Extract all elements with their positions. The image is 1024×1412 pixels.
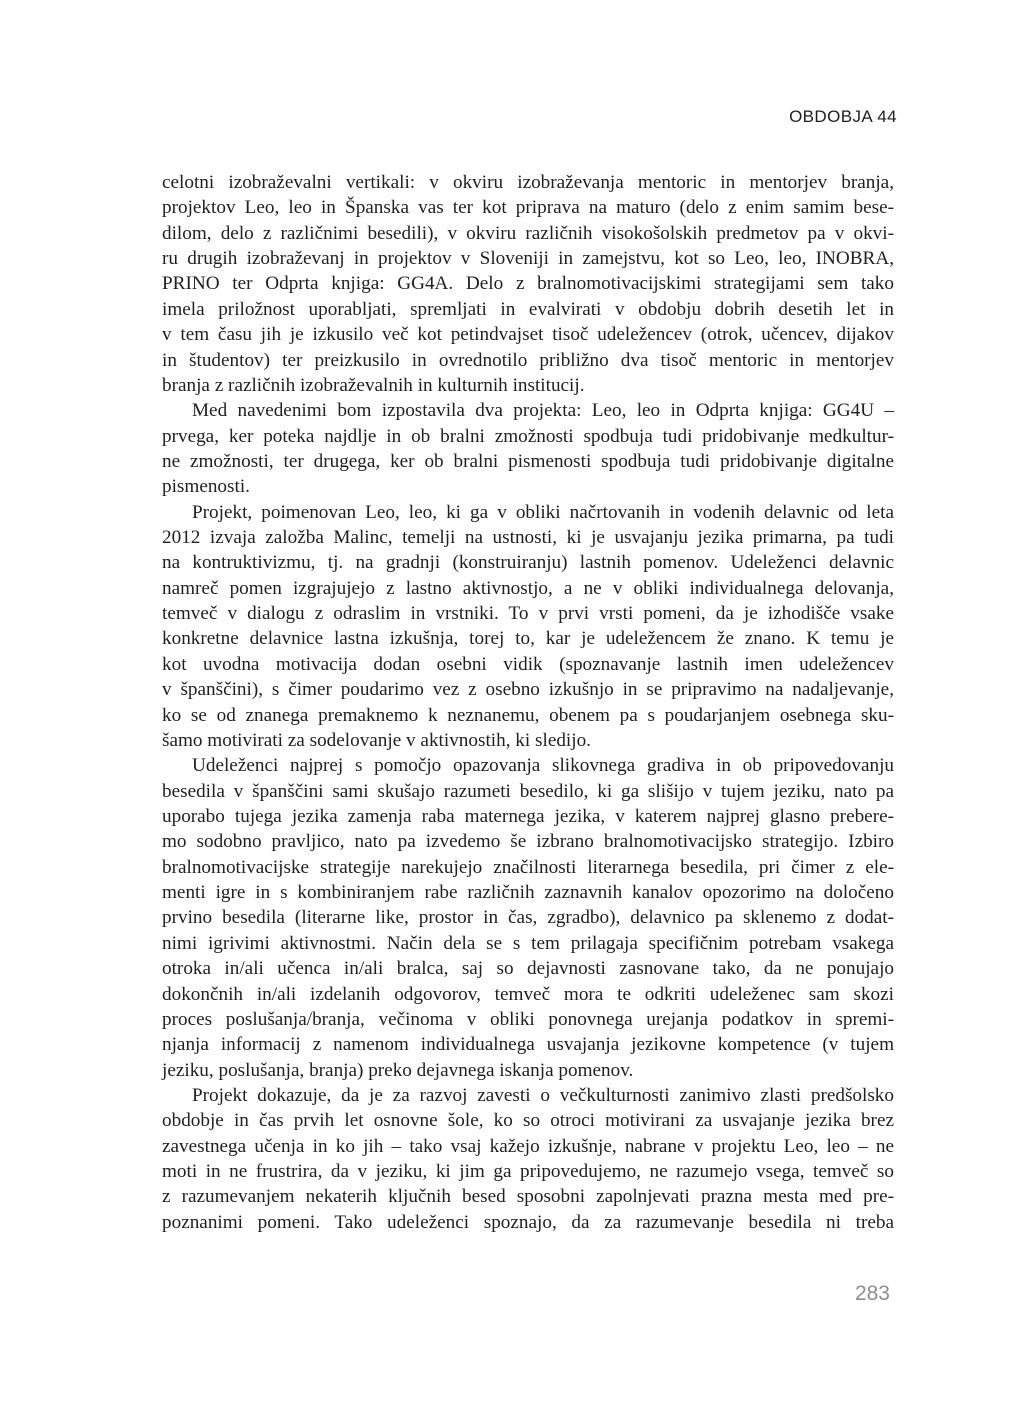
text-line: ru drugih izobraževanj in projektov v Sloveniji in zamejstvu, kot so Leo, leo, INOBRA, [162, 248, 894, 270]
text-line: otroka in/ali učenca in/ali bralca, saj so dejavnosti zasnovane tako, da ne ponujajo [162, 958, 894, 980]
text-line: prvega, ker poteka najdlje in ob bralni zmožnosti spodbuja tudi pridobivanje medkultur- [162, 425, 894, 447]
text-line: mo sodobno pravljico, nato pa izvedemo še izbrano bralnomotivacijsko strategijo. Izbiro [162, 831, 894, 853]
text-line: z razumevanjem nekaterih ključnih besed sposobni zapolnjevati prazna mesta med pre- [162, 1186, 894, 1208]
text-line: na kontruktivizmu, tj. na gradnji (konstruiranju) lastnih pomenov. Udeleženci delavnic [162, 552, 894, 574]
text-line: in študentov) ter preizkusilo in ovrednotilo približno dva tisoč mentoric in mentorjev [162, 349, 894, 371]
text-line: nimi igrivimi aktivnostmi. Način dela se s tem prilagaja specifičnim potrebam vsakega [162, 932, 894, 954]
text-line: namreč pomen izgrajujejo z lastno aktivnostjo, a ne v obliki individualnega delovanja, [162, 577, 894, 599]
text-line: jeziku, poslušanja, branja) preko dejavnega iskanja pomenov. [162, 1059, 634, 1081]
text-line: njanja informacij z namenom individualnega usvajanja jezikovne kompetence (v tujem [162, 1034, 894, 1056]
text-line: projektov Leo, leo in Španska vas ter kot priprava na maturo (delo z enim samim bese- [162, 197, 894, 219]
paragraph [162, 398, 894, 499]
text-line: ne zmožnosti, ter drugega, ker ob bralni pismenosti spodbuja tudi pridobivanje digitalne [162, 450, 894, 472]
paragraph [162, 170, 894, 398]
text-line: dilom, delo z različnimi besedili), v okviru različnih visokošolskih predmetov pa v okvi- [162, 222, 894, 244]
text-line: celotni izobraževalni vertikali: v okviru izobraževanja mentoric in mentorjev branja, [162, 172, 894, 193]
text-line: Udeleženci najprej s pomočjo opazovanja slikovnega gradiva in ob pripovedovanju [192, 755, 894, 777]
text-line: obdobje in čas prvih let osnovne šole, ko so otroci motivirani za usvajanje jezika brez [162, 1110, 894, 1132]
text-line: PRINO ter Odprta knjiga: GG4A. Delo z bralnomotivacijskimi strategijami sem tako [162, 273, 894, 295]
text-line: prvino besedila (literarne like, prostor in čas, zgradbo), delavnico pa sklenemo z dodat- [162, 907, 894, 929]
text-line: ko se od znanega premaknemo k neznanemu, obenem pa s poudarjanjem osebnega sku- [162, 704, 894, 726]
text-line: kot uvodna motivacija dodan osebni vidik (spoznavanje lastnih imen udeležencev [162, 653, 894, 675]
text-line: imela priložnost uporabljati, spremljati in evalvirati v obdobju dobrih desetih let in [162, 298, 894, 320]
text-line: Projekt, poimenovan Leo, leo, ki ga v obliki načrtovanih in vodenih delavnic od leta [192, 501, 894, 523]
text-line: temveč v dialogu z odraslim in vrstniki. To v prvi vrsti pomeni, da je izhodišče vsake [162, 603, 894, 625]
text-line: besedila v španščini sami skušajo razumeti besedilo, ki ga slišijo v tujem jeziku, nato pa [162, 780, 894, 802]
text-line: pismenosti. [162, 476, 250, 498]
paragraph [162, 500, 894, 754]
text-line: branja z različnih izobraževalnih in kulturnih institucij. [162, 374, 585, 396]
text-line: proces poslušanja/branja, večinoma v obliki ponovnega urejanja podatkov in spremi- [162, 1008, 894, 1030]
text-line: bralnomotivacijske strategije narekujejo značilnosti literarnega besedila, pri čimer z ele- [162, 856, 894, 878]
text-line: zavestnega učenja in ko jih – tako vsaj kažejo izkušnje, nabrane v projektu Leo, leo – ne [162, 1135, 894, 1157]
running-head: OBDOBJA 44 [789, 107, 897, 126]
text-line: Projekt dokazuje, da je za razvoj zavesti o večkulturnosti zanimivo zlasti predšolsko [192, 1084, 894, 1106]
text-line: moti in ne frustrira, da v jeziku, ki jim ga pripovedujemo, ne razumejo vsega, temveč so [162, 1161, 894, 1183]
text-line: dokončnih in/ali izdelanih odgovorov, temveč mora te odkriti udeleženec sam skozi [162, 983, 894, 1005]
text-line: šamo motivirati za sodelovanje v aktivnostih, ki sledijo. [162, 729, 591, 751]
text-line: uporabo tujega jezika zamenja raba maternega jezika, v katerem najprej glasno prebere- [162, 805, 894, 827]
text-line: 2012 izvaja založba Malinc, temelji na ustnosti, ki je usvajanju jezika primarna, pa tudi [162, 527, 894, 549]
text-line: konkretne delavnice lastna izkušnja, torej to, kar je udeležencem že znano. K temu je [162, 628, 894, 650]
text-line: Med navedenimi bom izpostavila dva projekta: Leo, leo in Odprta knjiga: GG4U – [192, 400, 894, 422]
text-line: v tem času jih je izkusilo več kot petindvajset tisoč udeležencev (otrok, učencev, dijakov [162, 324, 894, 346]
body-text [162, 170, 894, 1235]
paragraph [162, 753, 894, 1083]
text-line: v španščini), s čimer poudarimo vez z osebno izkušnjo in se pripravimo na nadaljevanje, [162, 679, 894, 701]
text-line: poznanimi pomeni. Tako udeleženci spoznajo, da za razumevanje besedila ni treba [162, 1211, 894, 1233]
paragraph [162, 1083, 894, 1235]
page-number: 283 [854, 1282, 890, 1305]
text-line: menti igre in s kombiniranjem rabe različnih zaznavnih kanalov opozorimo na določeno [162, 882, 894, 904]
